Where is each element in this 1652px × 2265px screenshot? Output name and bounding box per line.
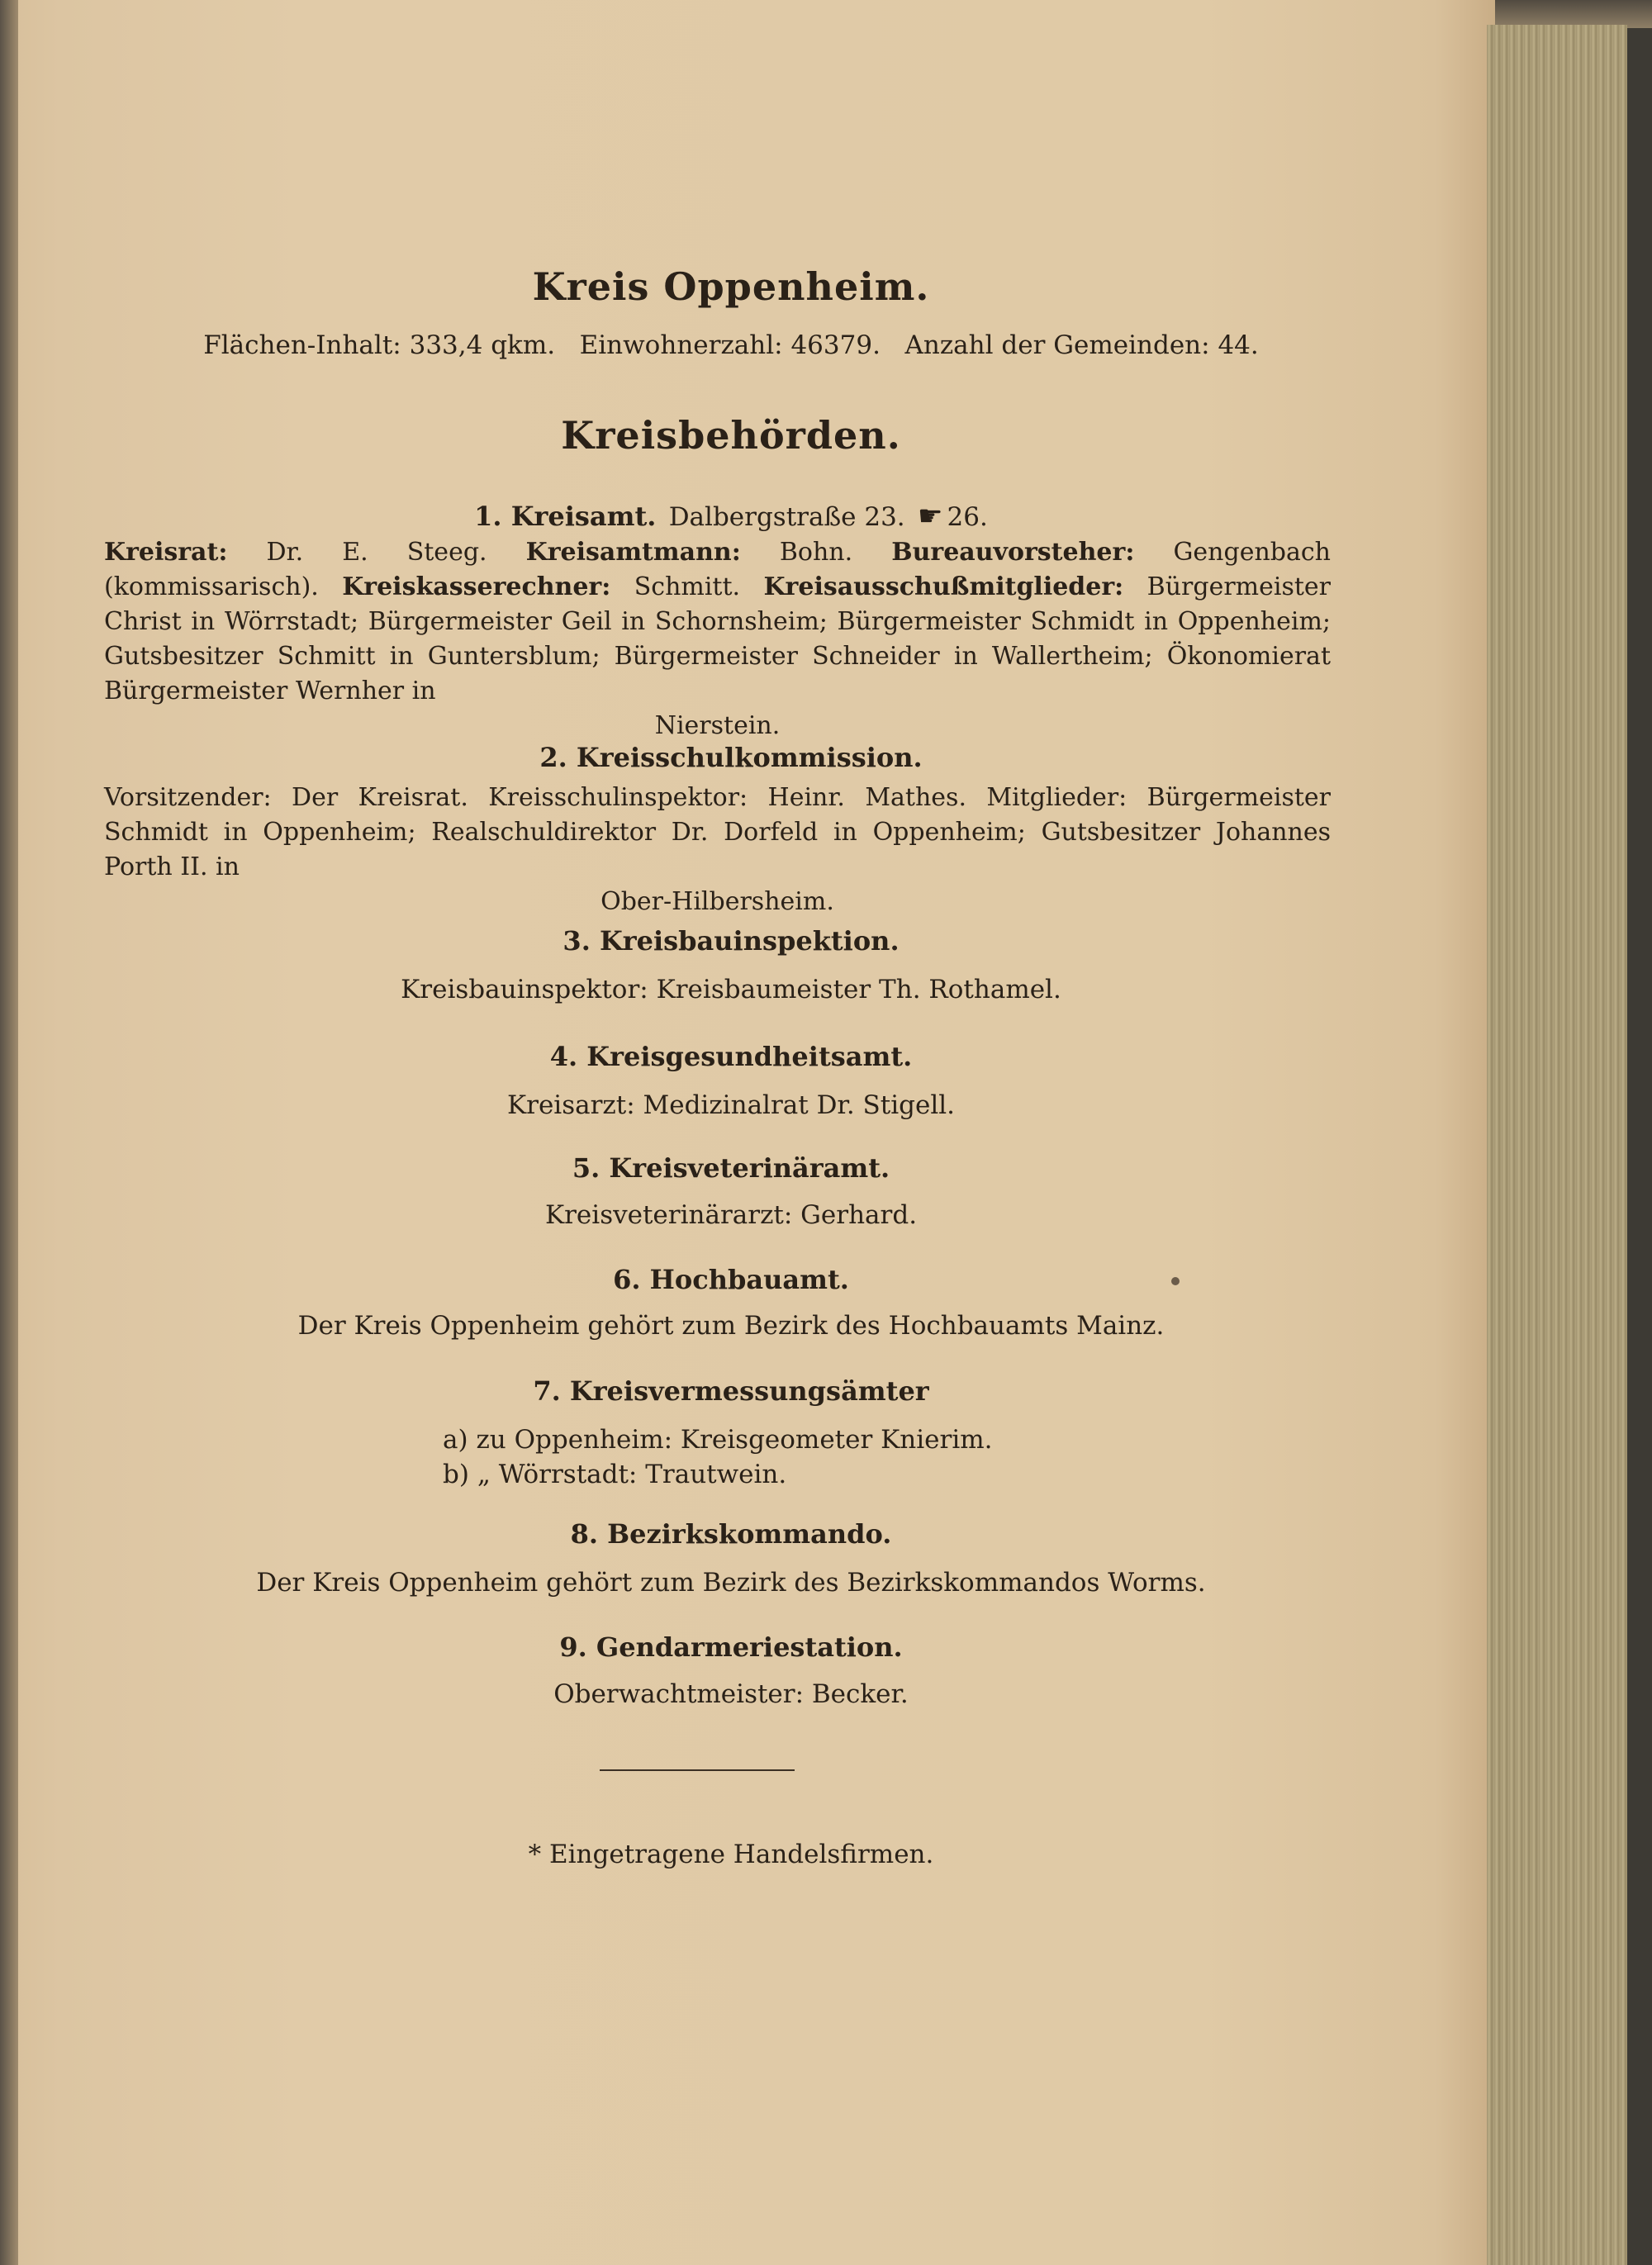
- section-2-heading: 2. Kreisschulkommission.: [539, 742, 923, 773]
- section-8-heading: 8. Bezirkskommando.: [570, 1518, 892, 1550]
- population-label: Einwohnerzahl:: [579, 330, 783, 360]
- municipalities-value: 44.: [1218, 330, 1259, 360]
- section-3-line: Kreisbauinspektor: Kreisbaumeister Th. Rothamel.: [401, 975, 1061, 1004]
- list-marker: a): [443, 1425, 468, 1455]
- para-text: Bürgermeister Schmidt in Oppenheim; Realschuldirektor Dr. Dorfeld in Oppenheim; Gutsbesitzer Johannes Porth II. in: [104, 783, 1331, 881]
- section-2-paragraph: [104, 781, 1331, 919]
- pointing-hand-icon: ☛: [917, 500, 943, 533]
- horizontal-rule: [600, 1769, 795, 1771]
- area-value: 333,4 qkm.: [409, 330, 556, 360]
- section-7-heading: 7. Kreisvermessungsämter: [533, 1375, 929, 1407]
- para-text: Gengenbach (kommissarisch).: [104, 538, 1331, 601]
- list-item: [443, 1422, 993, 1457]
- page-title: Kreis Oppenheim.: [532, 264, 930, 309]
- para-label: Bureauvorsteher:: [891, 538, 1135, 567]
- page-edge-stack: [1487, 25, 1627, 2265]
- para-text: Dr. E. Steeg.: [227, 538, 526, 567]
- section-6-line: Der Kreis Oppenheim gehört zum Bezirk des Hochbauamts Mainz.: [297, 1311, 1165, 1341]
- district-stats: [0, 330, 1462, 360]
- para-text: Schmitt.: [610, 572, 764, 601]
- section-title: Kreisbehörden.: [561, 413, 901, 458]
- section-heading: 1. Kreisamt.: [474, 501, 657, 532]
- section-7-list: [443, 1422, 993, 1492]
- para-last-line: Ober-Hilbersheim.: [601, 887, 834, 916]
- section-4-line: Kreisarzt: Medizinalrat Dr. Stigell.: [506, 1090, 956, 1120]
- para-text: Der Kreisrat.: [271, 783, 489, 812]
- section-4-heading: 4. Kreisgesundheitsamt.: [549, 1041, 913, 1072]
- para-text: Heinr. Mathes.: [748, 783, 987, 812]
- section-8-line: Der Kreis Oppenheim gehört zum Bezirk des Bezirkskommandos Worms.: [256, 1568, 1206, 1598]
- section-5-heading: 5. Kreisveterinäramt.: [572, 1152, 890, 1184]
- para-label: Kreiskasserechner:: [342, 572, 611, 601]
- ink-speck: [1171, 1277, 1180, 1285]
- footnote: * Eingetragene Handelsfirmen.: [528, 1840, 934, 1869]
- list-text: „ Wörrstadt: Trautwein.: [477, 1460, 787, 1489]
- telephone-number: 26.: [947, 502, 988, 532]
- population-value: 46379.: [790, 330, 881, 360]
- para-text: Bohn.: [740, 538, 892, 567]
- list-marker: b): [443, 1460, 469, 1489]
- section-9-heading: 9. Gendarmeriestation.: [559, 1631, 903, 1663]
- area-label: Flächen-Inhalt:: [203, 330, 401, 360]
- section-3-heading: 3. Kreisbauinspektion.: [563, 925, 900, 957]
- para-last-line: Nierstein.: [654, 711, 781, 740]
- para-label: Kreisausschußmitglieder:: [763, 572, 1124, 601]
- para-label: Mitglieder:: [986, 783, 1127, 812]
- section-6-heading: 6. Hochbauamt.: [613, 1264, 849, 1295]
- section-5-line: Kreisveterinärarzt: Gerhard.: [544, 1200, 918, 1230]
- section-9-line: Oberwachtmeister: Becker.: [553, 1679, 909, 1709]
- para-text: Bürgermeister Christ in Wörrstadt; Bürgermeister Geil in Schornsheim; Bürgermeister Schmidt in Oppenheim; Gutsbesitzer Schmitt in Guntersblum; Bürgermeister Schneider in Wallertheim; Ökonomierat Bürgermeister Wernher in: [104, 572, 1332, 705]
- para-label: Kreisrat:: [104, 538, 228, 567]
- para-label: Kreisschulinspektor:: [488, 783, 748, 812]
- section-1-paragraph: [104, 535, 1331, 743]
- section-1-header: [0, 500, 1462, 533]
- municipalities-label: Anzahl der Gemeinden:: [904, 330, 1210, 360]
- section-address: Dalbergstraße 23.: [668, 502, 905, 532]
- list-item: [443, 1457, 993, 1492]
- para-label: Kreisamtmann:: [525, 538, 741, 567]
- list-text: zu Oppenheim: Kreisgeometer Knierim.: [476, 1425, 993, 1455]
- para-label: Vorsitzender:: [104, 783, 272, 812]
